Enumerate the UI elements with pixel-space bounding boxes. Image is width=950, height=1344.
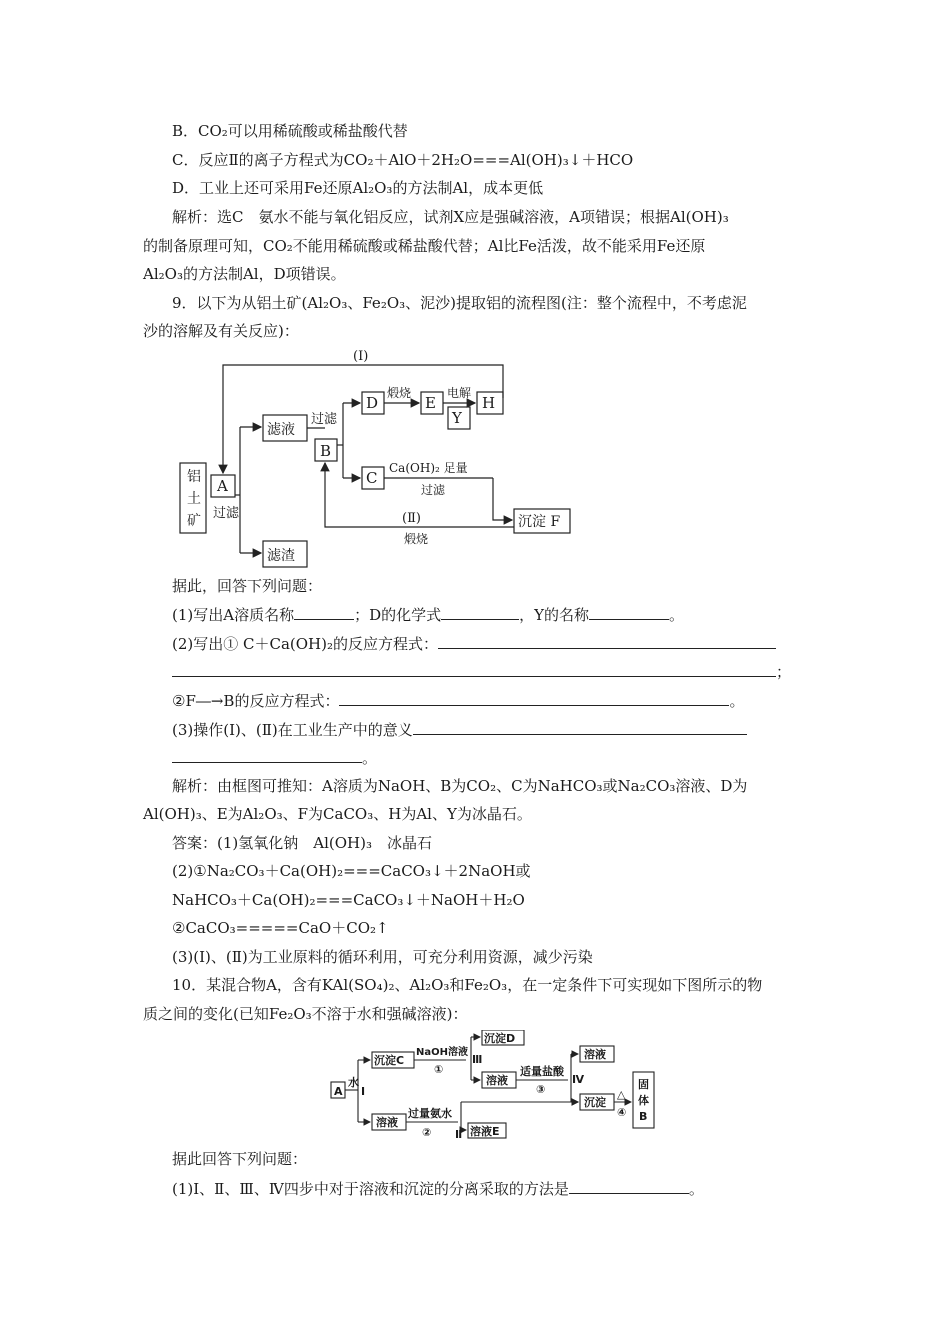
analysis-8-line-3: Al₂O₃的方法制Al，D项错误。 bbox=[143, 265, 346, 283]
label-filter-3: 过滤 bbox=[421, 483, 446, 497]
answer-9-line-1: 答案：(1)氢氧化钠 Al(OH)₃ 冰晶石 bbox=[172, 834, 432, 852]
part2-text: (2)写出① C＋Ca(OH)₂的反应方程式： bbox=[172, 635, 439, 653]
d2-label-nh3: 过量氨水 bbox=[408, 1107, 452, 1120]
d2-label-solid-3: B bbox=[639, 1110, 648, 1123]
part2b-period: 。 bbox=[729, 692, 745, 710]
label-filter-2: 过滤 bbox=[311, 412, 338, 427]
question-9-part-2b bbox=[172, 689, 744, 712]
answer-blank-a[interactable] bbox=[294, 603, 354, 620]
mixture-flow-diagram bbox=[328, 1030, 658, 1142]
question-9-line-2: 沙的溶解及有关反应)： bbox=[143, 322, 299, 340]
d2-label-c1: ① bbox=[434, 1063, 444, 1076]
d2-label-c2: ② bbox=[422, 1126, 432, 1139]
question-10-line-1: 10．某混合物A，含有KAl(SO₄)₂、Al₂O₃和Fe₂O₃，在一定条件下可实现如下图所示的物 bbox=[172, 976, 763, 994]
answer-blank-3-cont[interactable] bbox=[172, 746, 362, 763]
analysis-8-line-1: 解析：选C 氨水不能与氧化铝反应，试剂X应是强碱溶液，A项错误；根据Al(OH)₃ bbox=[172, 208, 729, 226]
d2-label-c3: ③ bbox=[536, 1083, 546, 1096]
semicolon: ； bbox=[776, 663, 792, 681]
answer-blank-2a-cont[interactable] bbox=[172, 660, 776, 677]
option-d: D．工业上还可采用Fe还原Al₂O₃的方法制Al，成本更低 bbox=[172, 179, 544, 197]
part1-text-a: (1)写出A溶质名称 bbox=[172, 606, 295, 624]
answer-blank-2b[interactable] bbox=[339, 689, 729, 706]
label-loop-2: (Ⅱ) bbox=[402, 511, 421, 526]
bauxite-flow-diagram bbox=[175, 345, 595, 570]
label-e: E bbox=[425, 394, 436, 412]
ore-char-1: 铝 bbox=[187, 469, 201, 485]
d2-label-a: A bbox=[334, 1085, 343, 1098]
question-9-part-2 bbox=[172, 632, 776, 655]
label-b: B bbox=[320, 442, 332, 460]
analysis-9-line-2: Al(OH)₃、E为Al₂O₃、F为CaCO₃、H为Al、Y为冰晶石。 bbox=[143, 805, 532, 823]
d2-label-solid-2: 体 bbox=[638, 1094, 649, 1107]
answer-blank-2a[interactable] bbox=[438, 632, 776, 649]
label-h: H bbox=[482, 394, 496, 412]
d2-label-sol2: 溶液 bbox=[584, 1048, 606, 1061]
q10-part1-text: (1)Ⅰ、Ⅱ、Ⅲ、Ⅳ四步中对于溶液和沉淀的分离采取的方法是 bbox=[172, 1180, 569, 1198]
option-c: C．反应Ⅱ的离子方程式为CO₂＋AlO＋2H₂O===Al(OH)₃↓＋HCO bbox=[172, 151, 634, 169]
part1-text-b: ；D的化学式 bbox=[354, 606, 442, 624]
option-b: B．CO₂可以用稀硫酸或稀盐酸代替 bbox=[172, 122, 408, 140]
d2-label-sol1: 溶液 bbox=[486, 1074, 508, 1087]
answer-blank-y[interactable] bbox=[589, 603, 669, 620]
d2-label-heat: △ bbox=[617, 1088, 626, 1101]
d2-label-naoh: NaOH溶液 bbox=[416, 1047, 468, 1058]
answer-blank-d[interactable] bbox=[441, 603, 519, 620]
label-filtrate: 滤液 bbox=[267, 422, 295, 438]
d2-label-ppt-c: 沉淀C bbox=[374, 1054, 405, 1067]
label-a: A bbox=[217, 477, 228, 495]
answer-9-line-4: ②CaCO₃=====CaO＋CO₂↑ bbox=[172, 919, 389, 937]
label-d: D bbox=[366, 394, 379, 412]
answer-9-line-5: (3)(Ⅰ)、(Ⅱ)为工业原料的循环利用，可充分利用资源，减少污染 bbox=[172, 948, 593, 966]
d2-label-sol3: 溶液 bbox=[376, 1116, 398, 1129]
d2-label-water: 水 bbox=[348, 1076, 359, 1089]
d2-label-step4: Ⅳ bbox=[572, 1073, 585, 1086]
answer-9-line-2: (2)①Na₂CO₃＋Ca(OH)₂===CaCO₃↓＋2NaOH或 bbox=[172, 862, 531, 880]
label-electrolysis: 电解 bbox=[447, 386, 472, 400]
d2-label-step2: Ⅱ bbox=[455, 1128, 463, 1141]
part2b-text: ②F―→B的反应方程式： bbox=[172, 692, 340, 710]
d2-label-hcl: 适量盐酸 bbox=[520, 1065, 564, 1078]
d2-label-c4: ④ bbox=[617, 1106, 627, 1119]
question-10-part-1 bbox=[172, 1177, 704, 1200]
d2-label-solid-1: 固 bbox=[638, 1078, 649, 1091]
d2-label-ppt-d: 沉淀D bbox=[484, 1032, 516, 1045]
answer-blank-3[interactable] bbox=[413, 718, 747, 735]
question-10-intro: 据此回答下列问题： bbox=[172, 1150, 308, 1168]
analysis-9-line-1: 解析：由框图可推知：A溶质为NaOH、B为CO₂、C为NaHCO₃或Na₂CO₃溶液、D为 bbox=[172, 777, 748, 795]
q10-part1-end: 。 bbox=[688, 1180, 704, 1198]
question-9-part-2-cont bbox=[172, 660, 791, 683]
question-9-line-1: 9．以下为从铝土矿(Al₂O₃、Fe₂O₃、泥沙)提取铝的流程图(注：整个流程中，不考虑泥 bbox=[172, 294, 747, 312]
label-reagent: Ca(OH)₂ 足量 bbox=[389, 461, 468, 475]
part3-period: 。 bbox=[362, 749, 378, 767]
label-loop-1: (Ⅰ) bbox=[353, 349, 369, 364]
d2-label-sol-e: 溶液E bbox=[470, 1125, 500, 1138]
label-filter-1: 过滤 bbox=[213, 506, 240, 521]
label-residue: 滤渣 bbox=[267, 548, 295, 564]
label-y: Y bbox=[452, 409, 462, 427]
answer-blank-10-1[interactable] bbox=[569, 1177, 689, 1194]
d2-label-step1: Ⅰ bbox=[361, 1085, 366, 1098]
question-9-intro: 据此，回答下列问题： bbox=[172, 577, 323, 595]
analysis-8-line-2: 的制备原理可知，CO₂不能用稀硫酸或稀盐酸代替；Al比Fe活泼，故不能采用Fe还原 bbox=[143, 237, 706, 255]
question-9-part-1 bbox=[172, 603, 684, 626]
label-f: 沉淀 F bbox=[518, 514, 561, 530]
part1-text-d: 。 bbox=[669, 606, 685, 624]
question-10-line-2: 质之间的变化(已知Fe₂O₃不溶于水和强碱溶液)： bbox=[143, 1005, 468, 1023]
d2-label-ppt2: 沉淀 bbox=[584, 1096, 606, 1109]
question-9-part-3-cont bbox=[172, 746, 377, 769]
part3-text: (3)操作(Ⅰ)、(Ⅱ)在工业生产中的意义 bbox=[172, 721, 413, 739]
part1-text-c: ，Y的名称 bbox=[519, 606, 590, 624]
ore-char-2: 土 bbox=[187, 491, 201, 507]
answer-9-line-3: NaHCO₃＋Ca(OH)₂===CaCO₃↓＋NaOH＋H₂O bbox=[172, 891, 525, 909]
label-calcine-2: 煅烧 bbox=[404, 532, 429, 546]
label-c: C bbox=[366, 469, 378, 487]
label-calcine-1: 煅烧 bbox=[387, 386, 412, 400]
ore-char-3: 矿 bbox=[187, 513, 201, 529]
question-9-part-3 bbox=[172, 718, 747, 741]
d2-label-step3: Ⅲ bbox=[472, 1053, 483, 1066]
